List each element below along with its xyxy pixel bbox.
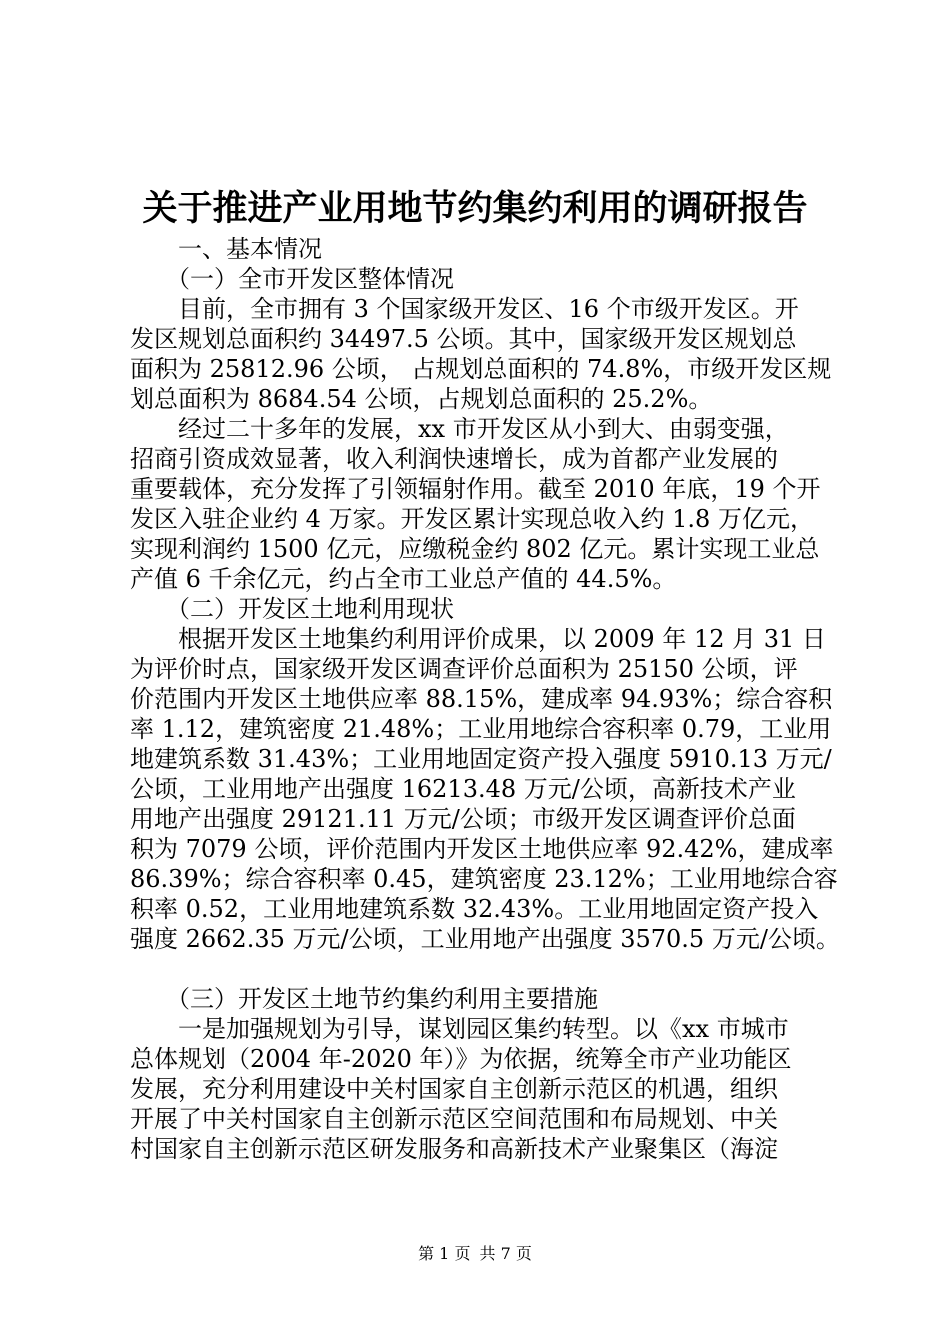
blank-line [130,954,830,984]
paragraph-line: 重要载体，充分发挥了引领辐射作用。截至 2010 年底，19 个开 [130,475,821,503]
subsection-heading: （一）全市开发区整体情况 [166,265,454,293]
paragraph-line: 经过二十多年的发展，xx 市开发区从小到大、由弱变强， [178,415,789,443]
paragraph-line: 价范围内开发区土地供应率 88.15%，建成率 94.93%；综合容积 [130,685,833,713]
paragraph-line: 发展，充分利用建设中关村国家自主创新示范区的机遇，组织 [130,1075,778,1103]
subsection-heading: （二）开发区土地利用现状 [166,595,454,623]
paragraph-line: 村国家自主创新示范区研发服务和高新技术产业聚集区（海淀 [130,1135,778,1163]
page-footer [0,1244,950,1264]
paragraph-line: 面积为 25812.96 公顷， 占规划总面积的 74.8%，市级开发区规 [130,355,832,383]
paragraph-line: 发区规划总面积约 34497.5 公顷。其中，国家级开发区规划总 [130,325,797,353]
paragraph-line: 86.39%；综合容积率 0.45，建筑密度 23.12%；工业用地综合容 [130,865,838,893]
paragraph-line: 产值 6 千余亿元，约占全市工业总产值的 44.5%。 [130,565,677,593]
paragraph-line: 开展了中关村国家自主创新示范区空间范围和布局规划、中关 [130,1105,778,1133]
document-title: 关于推进产业用地节约集约利用的调研报告 [142,188,808,229]
paragraph-line: 目前，全市拥有 3 个国家级开发区、16 个市级开发区。开 [178,295,799,323]
paragraph-line: 总体规划（2004 年-2020 年）》为依据，统筹全市产业功能区 [130,1045,792,1073]
paragraph-line: 根据开发区土地集约利用评价成果，以 2009 年 12 月 31 日 [178,625,826,653]
document-body [130,234,840,1164]
paragraph-line: 为评价时点，国家级开发区调查评价总面积为 25150 公顷，评 [130,655,798,683]
paragraph-line: 积为 7079 公顷，评价范围内开发区土地供应率 92.42%，建成率 [130,835,834,863]
paragraph-line: 强度 2662.35 万元/公顷，工业用地产出强度 3570.5 万元/公顷。 [130,925,840,953]
paragraph-line: 积率 0.52，工业用地建筑系数 32.43%。工业用地固定资产投入 [130,895,819,923]
paragraph-line: 公顷，工业用地产出强度 16213.48 万元/公顷，高新技术产业 [130,775,796,803]
page-number: 第 1 页 [418,1244,471,1263]
page-total: 共 7 页 [479,1244,532,1263]
paragraph-line: 率 1.12，建筑密度 21.48%；工业用地综合容积率 0.79，工业用 [130,715,832,743]
paragraph-line: 招商引资成效显著，收入利润快速增长，成为首都产业发展的 [130,445,778,473]
subsection-heading: （三）开发区土地节约集约利用主要措施 [166,985,598,1013]
section-heading: 一、基本情况 [178,235,322,263]
paragraph-line: 用地产出强度 29121.11 万元/公顷；市级开发区调查评价总面 [130,805,796,833]
paragraph-line: 发区入驻企业约 4 万家。开发区累计实现总收入约 1.8 万亿元， [130,505,814,533]
paragraph-line: 实现利润约 1500 亿元，应缴税金约 802 亿元。累计实现工业总 [130,535,820,563]
paragraph-line: 地建筑系数 31.43%；工业用地固定资产投入强度 5910.13 万元/ [130,745,832,773]
paragraph-line: 一是加强规划为引导，谋划园区集约转型。以《xx 市城市 [178,1015,789,1043]
paragraph-line: 划总面积为 8684.54 公顷，占规划总面积的 25.2%。 [130,385,713,413]
